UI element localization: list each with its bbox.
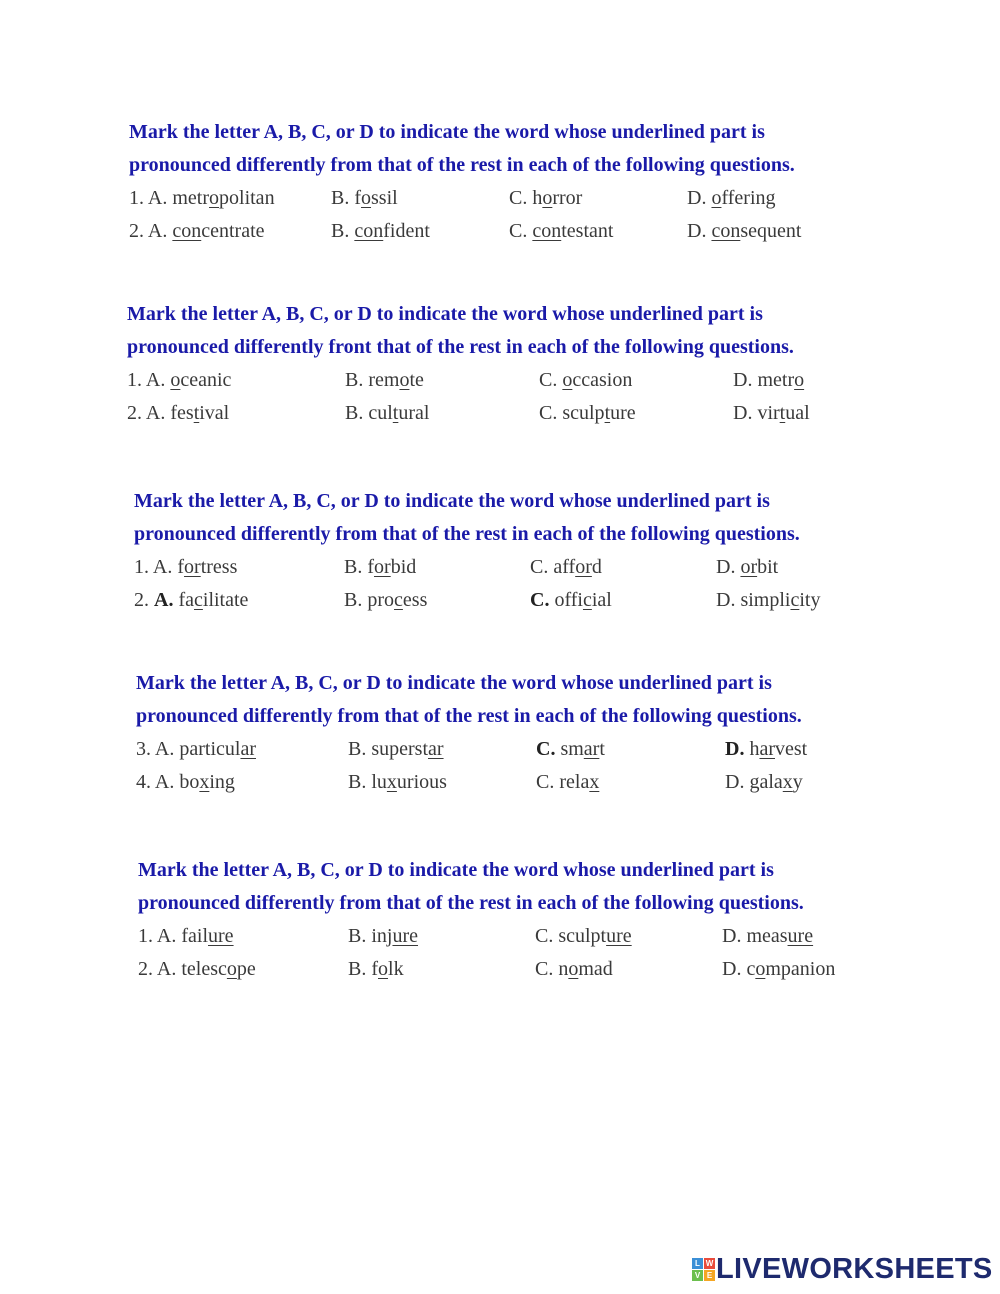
word-part: tress (200, 556, 238, 578)
answer-option[interactable] (129, 182, 275, 215)
answer-option[interactable] (725, 733, 807, 766)
question-number: 1. (138, 925, 153, 947)
word-part: h (749, 738, 760, 760)
underlined-part: t (779, 402, 786, 424)
underlined-part: or (184, 556, 201, 578)
answer-option[interactable] (138, 953, 256, 986)
word-part: fail (181, 925, 209, 947)
word-part: c (746, 958, 756, 980)
word-part: inj (371, 925, 393, 947)
answer-option[interactable] (331, 182, 398, 215)
word-part: superst (371, 738, 429, 760)
underlined-part: o (399, 369, 410, 391)
underlined-part: or (575, 556, 592, 578)
word-part: telesc (181, 958, 227, 980)
underlined-part: con (354, 220, 384, 242)
option-letter: B. (348, 738, 367, 760)
instruction-text: pronounced differently from that of the rest in each of the following questions. (129, 154, 795, 176)
option-letter: A. (154, 738, 175, 760)
option-letter: C. (536, 771, 555, 793)
question-row (136, 766, 802, 799)
underlined-part: ure (392, 925, 419, 947)
option-letter: C. (539, 369, 558, 391)
word-part: f (367, 556, 375, 578)
underlined-part: o (378, 958, 389, 980)
underlined-part: o (794, 369, 805, 391)
question-row (138, 953, 836, 986)
word-part: rem (368, 369, 400, 391)
logo-mark-tile: E (704, 1270, 715, 1281)
underlined-part: t (392, 402, 399, 424)
question-number: 2. (134, 589, 149, 611)
answer-option[interactable] (722, 953, 835, 986)
question-row (138, 920, 814, 953)
option-letter: D. (687, 220, 707, 242)
answer-option[interactable] (539, 397, 636, 430)
underlined-part: or (740, 556, 758, 578)
answer-option[interactable] (716, 551, 778, 584)
question-row (136, 733, 808, 766)
underlined-part: o (568, 958, 579, 980)
option-letter: C. (509, 220, 528, 242)
option-letter: D. (733, 402, 753, 424)
answer-option[interactable] (348, 766, 447, 799)
option-letter: B. (348, 771, 367, 793)
answer-option[interactable] (138, 920, 234, 953)
underlined-part: x (386, 771, 397, 793)
underlined-part: or (374, 556, 391, 578)
question-row (134, 551, 800, 584)
option-letter: C. (536, 738, 556, 760)
word-part: vir (757, 402, 780, 424)
underlined-part: con (172, 220, 202, 242)
answer-option[interactable] (134, 584, 248, 617)
answer-option[interactable] (530, 551, 602, 584)
answer-option[interactable] (345, 397, 429, 430)
word-part: vest (775, 738, 808, 760)
option-letter: D. (725, 738, 745, 760)
option-letter: B. (348, 925, 367, 947)
word-part: bo (179, 771, 200, 793)
word-part: ssil (371, 187, 398, 209)
word-part: metr (172, 187, 210, 209)
word-part: ceanic (180, 369, 232, 391)
word-part: sculpt (558, 925, 607, 947)
answer-option[interactable] (127, 364, 231, 397)
option-letter: B. (344, 589, 363, 611)
answer-option[interactable] (344, 551, 416, 584)
word-part: fa (178, 589, 194, 611)
underlined-part: x (199, 771, 210, 793)
word-part: d (591, 556, 602, 578)
word-part: ccasion (572, 369, 633, 391)
word-part: sequent (740, 220, 802, 242)
question-number: 1. (134, 556, 149, 578)
option-letter: B. (344, 556, 363, 578)
answer-option[interactable] (536, 733, 605, 766)
word-part: ing (209, 771, 235, 793)
logo-mark-tile: W (705, 1259, 714, 1268)
word-part: ilitate (202, 589, 249, 611)
logo-text: LIVEWORKSHEETS (716, 1252, 993, 1285)
option-letter: B. (345, 402, 364, 424)
word-part: metr (757, 369, 795, 391)
underlined-part: c (790, 589, 800, 611)
option-letter: C. (535, 925, 554, 947)
word-part: pro (367, 589, 395, 611)
answer-option[interactable] (134, 551, 237, 584)
liveworksheets-logo-icon (692, 1258, 714, 1280)
instruction-text: pronounced differently from that of the rest in each of the following questions. (138, 892, 804, 914)
option-letter: B. (331, 187, 350, 209)
option-letter: D. (687, 187, 707, 209)
answer-option[interactable] (716, 584, 820, 617)
underlined-part: o (711, 187, 722, 209)
question-section (129, 116, 802, 248)
option-letter: B. (345, 369, 364, 391)
logo-mark-tile: L (692, 1258, 703, 1269)
option-letter: C. (530, 556, 549, 578)
question-section (136, 667, 808, 799)
option-letter: A. (145, 402, 166, 424)
question-number: 3. (136, 738, 151, 760)
answer-option[interactable] (331, 215, 430, 248)
word-part: lk (388, 958, 404, 980)
option-letter: A. (156, 958, 177, 980)
option-letter: A. (156, 925, 177, 947)
answer-option[interactable] (127, 397, 229, 430)
word-part: urious (396, 771, 447, 793)
option-letter: A. (152, 556, 173, 578)
instruction-text: Mark the letter A, B, C, or D to indicate the word whose underlined part is (134, 490, 770, 512)
word-part: t (599, 738, 605, 760)
answer-option[interactable] (725, 766, 803, 799)
word-part: centrate (201, 220, 265, 242)
question-number: 4. (136, 771, 151, 793)
question-row (129, 215, 802, 248)
word-part: mpanion (765, 958, 836, 980)
answer-option[interactable] (687, 182, 776, 215)
instruction-text: Mark the letter A, B, C, or D to indicate the word whose underlined part is (127, 303, 763, 325)
word-part: simpli (740, 589, 791, 611)
underlined-part: o (562, 369, 573, 391)
option-letter: C. (509, 187, 528, 209)
underlined-part: ure (606, 925, 632, 947)
answer-option[interactable] (344, 584, 427, 617)
underlined-part: c (194, 589, 203, 611)
word-part: fes (170, 402, 194, 424)
word-part: bit (757, 556, 779, 578)
answer-option[interactable] (722, 920, 813, 953)
question-section (138, 854, 836, 986)
liveworksheets-logo (692, 1252, 993, 1286)
word-part: sculp (562, 402, 605, 424)
word-part: ural (398, 402, 430, 424)
word-part: cul (368, 402, 393, 424)
underlined-part: con (711, 220, 741, 242)
word-part: gala (749, 771, 783, 793)
question-row (127, 397, 810, 430)
question-number: 2. (138, 958, 153, 980)
word-part: rela (559, 771, 590, 793)
question-number: 2. (129, 220, 144, 242)
underlined-part: t (604, 402, 611, 424)
option-letter: D. (722, 958, 742, 980)
answer-option[interactable] (535, 953, 613, 986)
word-part: n (558, 958, 569, 980)
word-part: pe (236, 958, 256, 980)
answer-option[interactable] (539, 364, 632, 397)
word-part: ure (610, 402, 636, 424)
option-letter: B. (348, 958, 367, 980)
underlined-part: c (394, 589, 403, 611)
word-part: meas (746, 925, 788, 947)
underlined-part: o (755, 958, 766, 980)
word-part: ial (591, 589, 612, 611)
option-letter: A. (154, 771, 175, 793)
instruction-text: pronounced differently front that of the rest in each of the following questions. (127, 336, 794, 358)
option-letter: C. (539, 402, 558, 424)
answer-option[interactable] (509, 215, 613, 248)
underlined-part: ar (583, 738, 600, 760)
underlined-part: o (542, 187, 553, 209)
question-number: 1. (129, 187, 144, 209)
answer-option[interactable] (345, 364, 424, 397)
option-letter: B. (331, 220, 350, 242)
word-part: testant (561, 220, 614, 242)
word-part: ival (199, 402, 230, 424)
word-part: offi (554, 589, 583, 611)
option-letter: D. (725, 771, 745, 793)
answer-option[interactable] (136, 766, 235, 799)
question-number: 2. (127, 402, 142, 424)
option-letter: A. (154, 589, 174, 611)
question-row (129, 182, 795, 215)
word-part: te (409, 369, 424, 391)
answer-option[interactable] (536, 766, 599, 799)
option-letter: D. (733, 369, 753, 391)
word-part: f (177, 556, 185, 578)
instruction-text: pronounced differently from that of the rest in each of the following questions. (136, 705, 802, 727)
word-part: fident (383, 220, 430, 242)
underlined-part: ar (759, 738, 775, 760)
word-part: h (532, 187, 543, 209)
underlined-part: ar (240, 738, 256, 760)
word-part: bid (390, 556, 417, 578)
word-part: rror (552, 187, 583, 209)
logo-mark-tile: V (692, 1270, 703, 1281)
answer-option[interactable] (129, 215, 265, 248)
option-letter: C. (535, 958, 554, 980)
answer-option[interactable] (348, 920, 418, 953)
option-letter: C. (530, 589, 550, 611)
underlined-part: ure (787, 925, 814, 947)
underlined-part: o (361, 187, 372, 209)
question-section (134, 485, 821, 617)
word-part: y (792, 771, 803, 793)
word-part: ess (402, 589, 428, 611)
answer-option[interactable] (136, 733, 256, 766)
option-letter: A. (147, 220, 168, 242)
word-part: mad (578, 958, 613, 980)
underlined-part: o (226, 958, 237, 980)
answer-option[interactable] (535, 920, 632, 953)
question-section (127, 298, 810, 430)
word-part: politan (219, 187, 275, 209)
instruction-text: Mark the letter A, B, C, or D to indicate the word whose underlined part is (129, 121, 765, 143)
underlined-part: con (532, 220, 562, 242)
answer-option[interactable] (687, 215, 801, 248)
word-part: lu (371, 771, 387, 793)
word-part: f (371, 958, 379, 980)
underlined-part: ure (208, 925, 234, 947)
answer-option[interactable] (509, 182, 582, 215)
word-part: ity (799, 589, 821, 611)
underlined-part: x (782, 771, 793, 793)
word-part: ual (785, 402, 810, 424)
word-part: particul (179, 738, 241, 760)
answer-option[interactable] (733, 364, 804, 397)
word-part: f (354, 187, 362, 209)
option-letter: D. (716, 589, 736, 611)
option-letter: D. (716, 556, 736, 578)
underlined-part: t (193, 402, 200, 424)
word-part: ffering (721, 187, 776, 209)
instruction-text: Mark the letter A, B, C, or D to indicate the word whose underlined part is (138, 859, 774, 881)
word-part: sm (560, 738, 584, 760)
underlined-part: ar (428, 738, 444, 760)
underlined-part: c (582, 589, 592, 611)
underlined-part: o (209, 187, 220, 209)
word-part: aff (553, 556, 576, 578)
instruction-text: pronounced differently from that of the rest in each of the following questions. (134, 523, 800, 545)
instruction-text: Mark the letter A, B, C, or D to indicate the word whose underlined part is (136, 672, 772, 694)
answer-option[interactable] (348, 953, 404, 986)
answer-option[interactable] (530, 584, 612, 617)
option-letter: D. (722, 925, 742, 947)
answer-option[interactable] (733, 397, 810, 430)
question-row (127, 364, 805, 397)
question-number: 1. (127, 369, 142, 391)
answer-option[interactable] (348, 733, 444, 766)
underlined-part: o (170, 369, 181, 391)
underlined-part: x (589, 771, 600, 793)
option-letter: A. (145, 369, 166, 391)
option-letter: A. (147, 187, 168, 209)
question-row (134, 584, 821, 617)
